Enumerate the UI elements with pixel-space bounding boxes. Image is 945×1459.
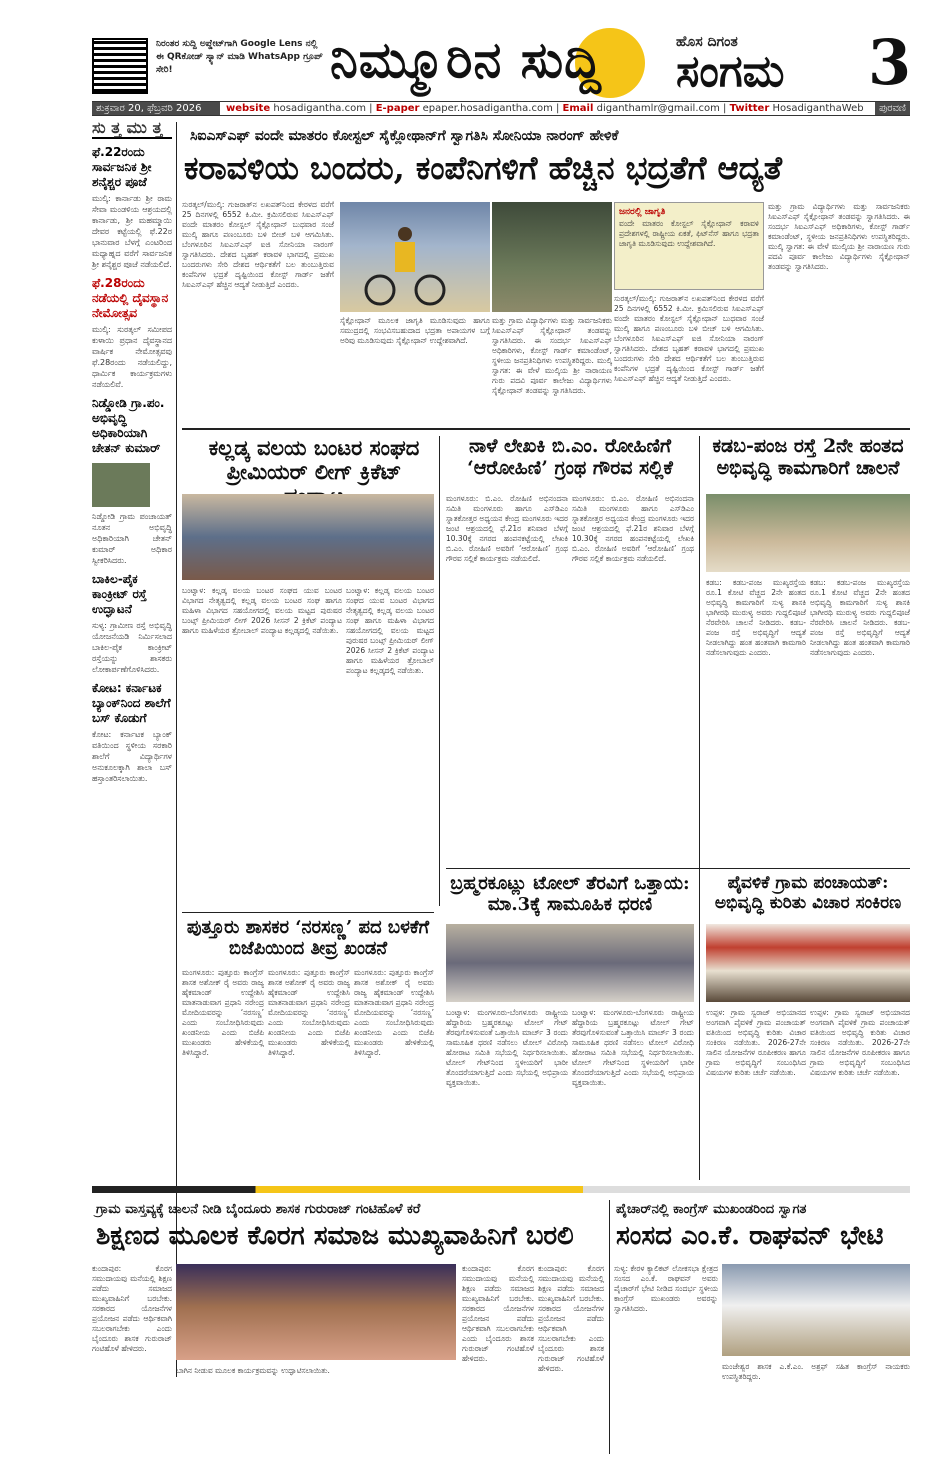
sidebar-item-text: ಸುಳ್ಯ: ಗ್ರಾಮೀಣ ರಸ್ತೆ ಅಭಿವೃದ್ಧಿ ಯೋಜನೆಯಡಿ ನಿರ್ಮಿಸಲಾದ ಬಾಕಿಲ-ಪೈಕ ಕಾಂಕ್ರೀಟ್ ರಸ್ತೆಯನ್ನು ಶಾಸಕರು ಲೋಕಾರ್ಪಣೆಗೊಳಿಸಿದರು. [92, 621, 172, 674]
mp-kicker: ಪೈಚಾರ್‌ನಲ್ಲಿ ಕಾಂಗ್ರೆಸ್ ಮುಖಂಡರಿಂದ ಸ್ವಾಗತ [616, 1202, 807, 1217]
road-text-2: ಕಡಬ: ಕಡಬ-ಪಂಜ ಮುಖ್ಯರಸ್ತೆಯ ರೂ.1 ಕೋಟಿ ವೆಚ್ಚದ 2ನೇ ಹಂತದ ಅಭಿವೃದ್ಧಿ ಕಾಮಗಾರಿಗೆ ಸುಳ್ಯ ಶಾಸಕಿ ಭಾಗೀರಥಿ ಮುರುಳ್ಯ ಅವರು ಗುದ್ದಲಿಪೂಜೆ ನೆರವೇರಿಸಿ ಚಾಲನೆ ನೀಡಿದರು. ಕಡಬ-ಪಂಜ ರಸ್ತೆ ಅಭಿವೃದ್ಧಿಗೆ ಆದ್ಯತೆ ನೀಡಲಾಗಿದ್ದು ಹಂತ ಹಂತವಾಗಿ ಕಾಮಗಾರಿ ನಡೆಸಲಾಗುವುದು ಎಂದರು. [810, 578, 910, 657]
twitter-link[interactable]: HosadiganthaWeb [772, 103, 864, 114]
panchayat-photo [706, 924, 910, 1002]
lead-headline: ಕರಾವಳಿಯ ಬಂದರು, ಕಂಪೆನಿಗಳಿಗೆ ಹೆಚ್ಚಿನ ಭದ್ರತೆಗೆ ಆದ್ಯತೆ [184, 149, 782, 187]
website-label: website [226, 103, 271, 114]
puttur-text-3: ಮಂಗಳೂರು: ಪುತ್ತೂರು ಕಾಂಗ್ರೆಸ್ ಶಾಸಕ ಅಶೋಕ್ ರೈ ಅವರು ರಾಜ್ಯ ಹೈಕಮಾಂಡ್ ಉದ್ದೇಶಿಸಿ ಮಾತನಾಡುವಾಗ ಪ್ರಧಾನಿ ನರೇಂದ್ರ ಮೋದಿಯವರನ್ನು ‘ನರಸಣ್ಣ’ ಎಂದು ಸಂಬೋಧಿಸಿರುವುದು ಖಂಡನೀಯ ಎಂದು ಬಿಜೆಪಿ ಮುಖಂಡರು ಹೇಳಿಕೆಯಲ್ಲಿ ತಿಳಿಸಿದ್ದಾರೆ. [354, 968, 434, 1057]
website-link[interactable]: hosadigantha.com [273, 103, 366, 114]
qr-note: ನಿರಂತರ ಸುದ್ದಿ ಅಪ್ಡೇಟ್‌ಗಾಗಿ Google Lens ನಲ್ಲಿ ಈ QRಕೋಡ್ ಸ್ಕ್ಯಾನ್ ಮಾಡಿ WhatsApp ಗ್ರೂಪ್ ಸೇರಿ! [156, 39, 323, 75]
cricket-photo [182, 494, 434, 580]
panchayat-text: ಉಪ್ಪಳ: ಗ್ರಾಮ ಸ್ವರಾಜ್ ಅಭಿಯಾನದ ಅಂಗವಾಗಿ ಪೈವಳಿಕೆ ಗ್ರಾಮ ಪಂಚಾಯತ್ ವತಿಯಿಂದ ಅಭಿವೃದ್ಧಿ ಕುರಿತು ವಿಚಾರ ಸಂಕಿರಣ ನಡೆಯಿತು. 2026-27ನೇ ಸಾಲಿನ ಯೋಜನೆಗಳ ರೂಪೀಕರಣ ಹಾಗೂ ಗ್ರಾಮ ಅಭಿವೃದ್ಧಿಗೆ ಸಂಬಂಧಿಸಿದ ವಿಷಯಗಳ ಕುರಿತು ಚರ್ಚೆ ನಡೆಯಿತು. [706, 1008, 806, 1077]
brand-title: ಸಂಗಮ [676, 46, 785, 97]
supplement-label: ಪುರವಣಿ [875, 102, 910, 115]
epaper-label: E-paper [375, 103, 420, 114]
book-text: ಮಂಗಳೂರು: ಬಿ.ಎಂ. ರೋಹಿಣಿ ಅಭಿನಂದನಾ ಸಮಿತಿ ಮಂಗಳೂರು ಹಾಗೂ ಎಸ್‌ಡಿಎಂ ಸ್ನಾತಕೋತ್ತರ ಅಧ್ಯಯನ ಕೇಂದ್ರ ಮಂಗಳೂರು ಇದರ ಜಂಟಿ ಆಶ್ರಯದಲ್ಲಿ ಫೆ.21ರ ಶನಿವಾರ ಬೆಳಗ್ಗೆ 10.30ಕ್ಕೆ ನಗರದ ಹಂಪನಕಟ್ಟೆಯಲ್ಲಿ ಲೇಖಕಿ ಬಿ.ಎಂ. ರೋಹಿಣಿ ಅವರಿಗೆ ‘ಆರೋಹಿಣಿ’ ಗ್ರಂಥ ಗೌರವ ಸಲ್ಲಿಕೆ ಕಾರ್ಯಕ್ರಮ ನಡೆಯಲಿದೆ. [446, 494, 568, 563]
sidebar-banner: ಸು ತ್ತ ಮು ತ್ತ [92, 122, 172, 139]
puttur-headline: ಪುತ್ತೂರು ಶಾಸಕರ ‘ನರಸಣ್ಣ’ ಪದ ಬಳಕೆಗೆ ಬಿಜೆಪಿಯಿಂದ ತೀವ್ರ ಖಂಡನೆ [186, 917, 430, 959]
toll-headline: ಬ್ರಹ್ಮರಕೂಟ್ಲು ಟೋಲ್ ತೆರವಿಗೆ ಒತ್ತಾಯ: ಮಾ.3ಕ್ಕೆ ಸಾಮೂಹಿಕ ಧರಣಿ [450, 873, 690, 915]
divider [182, 428, 910, 430]
sidebar-item-title: ಬಾಕಿಲ-ಪೈಕ ಕಾಂಕ್ರೀಟ್ ರಸ್ತೆ ಉದ್ಘಾಟನೆ [92, 572, 147, 616]
email-link[interactable]: diganthamlr@gmail.com [596, 103, 720, 114]
sidebar-item-text: ಮುಲ್ಕಿ: ಕಾರ್ನಾಡು ಶ್ರೀ ರಾಮ ಸೇವಾ ಮಂಡಳಿಯ ಆಶ್ರಯದಲ್ಲಿ ಕಾರ್ನಾಡು, ಶ್ರೀ ಮಹಮ್ಮಾಯಿ ದೇವರ ಕಟ್ಟೆಯಲ್ಲಿ ಫೆ.22ರ ಭಾನುವಾರ ಬೆಳಗ್ಗೆ ಎಂಟರಿಂದ ಮಧ್ಯಾಹ್ನದ ವರೆಗೆ ಸಾರ್ವಜನಿಕ ಶ್ರೀ ಶನೈಶ್ಚರ ಪೂಜೆ ನಡೆಯಲಿದೆ. [92, 194, 172, 269]
section-title: ನಿಮ್ಮೂರಿನ ಸುದ್ದಿ [330, 30, 602, 89]
mp-photo [722, 1264, 910, 1356]
qr-code[interactable] [92, 38, 148, 94]
toll-photo [446, 924, 694, 1002]
contact-links: website hosadigantha.com | E-paper epaper.hosadigantha.com | Email diganthamlr@gmail.com | Twitter HosadiganthaWeb [226, 103, 864, 114]
date-bar [92, 101, 910, 116]
sidebar-item-title: ನಿಡ್ಡೋಡಿ ಗ್ರಾ.ಪಂ. ಅಭಿವೃದ್ಧಿ ಅಧಿಕಾರಿಯಾಗಿ ಚೇತನ್ ಕುಮಾರ್ [92, 396, 165, 455]
koraga-kicker: ಗ್ರಾಮ ವಾಸ್ತವ್ಯಕ್ಕೆ ಚಾಲನೆ ನೀಡಿ ಬೈಂದೂರು ಶಾಸಕ ಗುರುರಾಜ್ ಗಂಟಿಹೊಳೆ ಕರೆ [96, 1202, 421, 1217]
sidebar-photo [92, 463, 150, 507]
road-headline: ಕಡಬ-ಪಂಜ ರಸ್ತೆ 2ನೇ ಹಂತದ ಅಭಿವೃದ್ಧಿ ಕಾಮಗಾರಿಗೆ ಚಾಲನೆ [712, 435, 904, 479]
koraga-photo-caption: ಬಾಗಿನ ನೀಡುವ ಮೂಲಕ ಕಾರ್ಯಕ್ರಮವನ್ನು ಉದ್ಘಾಟಿಸಲಾಯಿತು. [176, 1366, 330, 1375]
divider [439, 436, 440, 906]
lead-text-4: ಮತ್ತು ಗ್ರಾಮ ವಿದ್ಯಾರ್ಥಿಗಳು ಮತ್ತು ಸಾರ್ವಜನಿಕರು ಸಿಐಎಸ್‌ಎಫ್ ಸೈಕ್ಲೋಥಾನ್ ತಂಡವನ್ನು ಸ್ವಾಗತಿಸಿದರು. ಈ ಸಂದರ್ಭ ಸಿಐಎಸ್‌ಎಫ್ ಅಧಿಕಾರಿಗಳು, ಕೋಸ್ಟ್ ಗಾರ್ಡ್ ಕಮಾಂಡೆಂಟ್, ಸ್ಥಳೀಯ ಜನಪ್ರತಿನಿಧಿಗಳು ಉಪಸ್ಥಿತರಿದ್ದರು. ಮುಲ್ಕಿ ಸ್ವಾಗತ: ಈ ವೇಳೆ ಮುಲ್ಕಿಯ ಶ್ರೀ ನಾರಾಯಣ ಗುರು ಪದವಿ ಪೂರ್ವ ಕಾಲೇಜು ವಿದ್ಯಾರ್ಥಿಗಳು ಸೈಕ್ಲೋಥಾನ್ ತಂಡವನ್ನು ಸ್ವಾಗತಿಸಿದರು. [768, 202, 910, 271]
koraga-text-2: ಕುಂದಾಪುರ: ಕೊರಗ ಸಮುದಾಯವು ಮನೆಯಲ್ಲಿ ಶಿಕ್ಷಣ ಪಡೆದು ಸಮಾಜದ ಮುಖ್ಯವಾಹಿನಿಗೆ ಬರಬೇಕು. ಸರಕಾರದ ಯೋಜನೆಗಳ ಪ್ರಯೋಜನ ಪಡೆದು ಆರ್ಥಿಕವಾಗಿ ಸಬಲರಾಗಬೇಕು ಎಂದು ಬೈಂದೂರು ಶಾಸಕ ಗುರುರಾಜ್ ಗಂಟಿಹೊಳೆ ಹೇಳಿದರು. [462, 1264, 534, 1363]
epaper-link[interactable]: epaper.hosadigantha.com [422, 103, 553, 114]
divider [446, 868, 910, 869]
lead-text-3: ಸುರತ್ಕಲ್/ಮುಲ್ಕಿ: ಗುಜರಾತ್‌ನ ಲಖಪತ್‌ನಿಂದ ಕೇರಳದ ವರೆಗೆ 25 ದಿನಗಳಲ್ಲಿ 6552 ಕಿ.ಮೀ. ಕ್ರಮಿಸಲಿರುವ ಸಿಐಎಸ್‌ಎಫ್ ವಂದೇ ಮಾತರಂ ಕೋಸ್ಟಲ್ ಸೈಕ್ಲೋಥಾನ್ ಬುಧವಾರ ಸಂಜೆ ಮುಲ್ಕಿ ಹಾಗೂ ಪಣಂಬೂರು ಬಳಿ ಬೀಚ್ ಬಳಿ ಆಗಮಿಸಿತು. ಬೆಂಗಳೂರಿನ ಸಿಐಎಸ್‌ಎಫ್ ಐಜಿ ಸೋನಿಯಾ ನಾರಂಗ್ ಸ್ವಾಗತಿಸಿದರು. ದೇಶದ ಬೃಹತ್ ಕರಾವಳಿ ಭಾಗದಲ್ಲಿ ಪ್ರಮುಖ ಬಂದರುಗಳು ಸೇರಿ ದೇಶದ ಆರ್ಥಿಕತೆಗೆ ಬಲ ತುಂಬುತ್ತಿರುವ ಕಂಪೆನಿಗಳ ಭದ್ರತೆ ದೃಷ್ಟಿಯಿಂದ ಕೋಸ್ಟ್ ಗಾರ್ಡ್ ಜತೆಗೆ ಸಿಐಎಸ್‌ಎಫ್ ಹೆಚ್ಚಿನ ಆದ್ಯತೆ ನೀಡುತ್ತಿದೆ ಎಂದರು. [614, 294, 764, 383]
mp-photo-caption: ಮಂಜೇಶ್ವರ ಶಾಸಕ ಎ.ಕೆ.ಎಂ. ಅಶ್ರಫ್ ಸಹಿತ ಕಾಂಗ್ರೆಸ್ ನಾಯಕರು ಉಪಸ್ಥಿತರಿದ್ದರು. [722, 1362, 910, 1381]
lead-photo-cyclists [340, 202, 490, 312]
divider [182, 912, 434, 913]
sidebar-item-title: ಫೆ.28ರಂದು ನಡೆಯಲ್ಲಿ ದೈವಸ್ಥಾನ ನೇಮೋತ್ಸವ [92, 276, 169, 320]
puttur-text: ಮಂಗಳೂರು: ಪುತ್ತೂರು ಕಾಂಗ್ರೆಸ್ ಶಾಸಕ ಅಶೋಕ್ ರೈ ಅವರು ರಾಜ್ಯ ಹೈಕಮಾಂಡ್ ಉದ್ದೇಶಿಸಿ ಮಾತನಾಡುವಾಗ ಪ್ರಧಾನಿ ನರೇಂದ್ರ ಮೋದಿಯವರನ್ನು ‘ನರಸಣ್ಣ’ ಎಂದು ಸಂಬೋಧಿಸಿರುವುದು ಖಂಡನೀಯ ಎಂದು ಬಿಜೆಪಿ ಮುಖಂಡರು ಹೇಳಿಕೆಯಲ್ಲಿ ತಿಳಿಸಿದ್ದಾರೆ. [182, 968, 264, 1057]
brand-small: ಹೊಸ ದಿಗಂತ [676, 34, 738, 50]
lead-photo-soldiers [492, 202, 612, 312]
toll-text: ಬಂಟ್ವಾಳ: ಮಂಗಳೂರು-ಬೆಂಗಳೂರು ರಾಷ್ಟ್ರೀಯ ಹೆದ್ದಾರಿಯ ಬ್ರಹ್ಮರಕೂಟ್ಲು ಟೋಲ್ ಗೇಟ್ ತೆರವುಗೊಳಿಸುವಂತೆ ಒತ್ತಾಯಿಸಿ ಮಾರ್ಚ್ 3 ರಂದು ಸಾಮೂಹಿಕ ಧರಣಿ ನಡೆಸಲು ಟೋಲ್ ವಿರೋಧಿ ಹೋರಾಟ ಸಮಿತಿ ಸಭೆಯಲ್ಲಿ ನಿರ್ಧರಿಸಲಾಯಿತು. ಟೋಲ್ ಗೇಟ್‌ನಿಂದ ಸ್ಥಳೀಯರಿಗೆ ಭಾರೀ ತೊಂದರೆಯಾಗುತ್ತಿದೆ ಎಂದು ಸಭೆಯಲ್ಲಿ ಅಭಿಪ್ರಾಯ ವ್ಯಕ್ತವಾಯಿತು. [446, 1008, 568, 1087]
lead-info-box [614, 202, 764, 290]
panchayat-text-2: ಉಪ್ಪಳ: ಗ್ರಾಮ ಸ್ವರಾಜ್ ಅಭಿಯಾನದ ಅಂಗವಾಗಿ ಪೈವಳಿಕೆ ಗ್ರಾಮ ಪಂಚಾಯತ್ ವತಿಯಿಂದ ಅಭಿವೃದ್ಧಿ ಕುರಿತು ವಿಚಾರ ಸಂಕಿರಣ ನಡೆಯಿತು. 2026-27ನೇ ಸಾಲಿನ ಯೋಜನೆಗಳ ರೂಪೀಕರಣ ಹಾಗೂ ಗ್ರಾಮ ಅಭಿವೃದ್ಧಿಗೆ ಸಂಬಂಧಿಸಿದ ವಿಷಯಗಳ ಕುರಿತು ಚರ್ಚೆ ನಡೆಯಿತು. [810, 1008, 910, 1077]
mp-text: ಸುಳ್ಯ: ಕೇರಳ ಕ್ಯಾಲಿಕಟ್ ಲೋಕಸಭಾ ಕ್ಷೇತ್ರದ ಸಂಸದ ಎಂ.ಕೆ. ರಾಘವನ್ ಅವರು ಪೈಚಾರ್‌ಗೆ ಭೇಟಿ ನೀಡಿದ ಸಂದರ್ಭ ಸ್ಥಳೀಯ ಕಾಂಗ್ರೆಸ್ ಮುಖಂಡರು ಅವರನ್ನು ಸ್ವಾಗತಿಸಿದರು. [614, 1264, 718, 1313]
mp-headline: ಸಂಸದ ಎಂ.ಕೆ. ರಾಘವನ್ ಭೇಟಿ [616, 1221, 884, 1251]
koraga-text: ಕುಂದಾಪುರ: ಕೊರಗ ಸಮುದಾಯವು ಮನೆಯಲ್ಲಿ ಶಿಕ್ಷಣ ಪಡೆದು ಸಮಾಜದ ಮುಖ್ಯವಾಹಿನಿಗೆ ಬರಬೇಕು. ಸರಕಾರದ ಯೋಜನೆಗಳ ಪ್ರಯೋಜನ ಪಡೆದು ಆರ್ಥಿಕವಾಗಿ ಸಬಲರಾಗಬೇಕು ಎಂದು ಬೈಂದೂರು ಶಾಸಕ ಗುರುರಾಜ್ ಗಂಟಿಹೊಳೆ ಹೇಳಿದರು. [92, 1264, 172, 1353]
sidebar-item-title: ಫೆ.22ರಂದು ಸಾರ್ವಜನಿಕ ಶ್ರೀ ಶನೈಶ್ಚರ ಪೂಜೆ [92, 145, 152, 189]
book-headline: ನಾಳೆ ಲೇಖಕಿ ಬಿ.ಎಂ. ರೋಹಿಣಿಗೆ ‘ಆರೋಹಿಣಿ’ ಗ್ರಂಥ ಗೌರವ ಸಲ್ಲಿಕೆ [467, 435, 673, 479]
koraga-photo [176, 1264, 456, 1360]
accent-bar [92, 1186, 910, 1193]
lead-text-2: ಮತ್ತು ಗ್ರಾಮ ವಿದ್ಯಾರ್ಥಿಗಳು ಮತ್ತು ಸಾರ್ವಜನಿಕರು ಸಿಐಎಸ್‌ಎಫ್ ಸೈಕ್ಲೋಥಾನ್ ತಂಡವನ್ನು ಸ್ವಾಗತಿಸಿದರು. ಈ ಸಂದರ್ಭ ಸಿಐಎಸ್‌ಎಫ್ ಅಧಿಕಾರಿಗಳು, ಕೋಸ್ಟ್ ಗಾರ್ಡ್ ಕಮಾಂಡೆಂಟ್, ಸ್ಥಳೀಯ ಜನಪ್ರತಿನಿಧಿಗಳು ಉಪಸ್ಥಿತರಿದ್ದರು. ಮುಲ್ಕಿ ಸ್ವಾಗತ: ಈ ವೇಳೆ ಮುಲ್ಕಿಯ ಶ್ರೀ ನಾರಾಯಣ ಗುರು ಪದವಿ ಪೂರ್ವ ಕಾಲೇಜು ವಿದ್ಯಾರ್ಥಿಗಳು ಸೈಕ್ಲೋಥಾನ್ ತಂಡವನ್ನು ಸ್ವಾಗತಿಸಿದರು. [492, 316, 612, 395]
book-text-2: ಮಂಗಳೂರು: ಬಿ.ಎಂ. ರೋಹಿಣಿ ಅಭಿನಂದನಾ ಸಮಿತಿ ಮಂಗಳೂರು ಹಾಗೂ ಎಸ್‌ಡಿಎಂ ಸ್ನಾತಕೋತ್ತರ ಅಧ್ಯಯನ ಕೇಂದ್ರ ಮಂಗಳೂರು ಇದರ ಜಂಟಿ ಆಶ್ರಯದಲ್ಲಿ ಫೆ.21ರ ಶನಿವಾರ ಬೆಳಗ್ಗೆ 10.30ಕ್ಕೆ ನಗರದ ಹಂಪನಕಟ್ಟೆಯಲ್ಲಿ ಲೇಖಕಿ ಬಿ.ಎಂ. ರೋಹಿಣಿ ಅವರಿಗೆ ‘ಆರೋಹಿಣಿ’ ಗ್ರಂಥ ಗೌರವ ಸಲ್ಲಿಕೆ ಕಾರ್ಯಕ್ರಮ ನಡೆಯಲಿದೆ. [572, 494, 694, 563]
cricket-headline: ಕಲ್ಲಡ್ಕ ವಲಯ ಬಂಟರ ಸಂಘದ ಪ್ರೀಮಿಯರ್ ಲೀಗ್ ಕ್ರಿಕೆಟ್ [208, 435, 420, 485]
sidebar-item-title: ಕೋಟ: ಕರ್ನಾಟಕ ಬ್ಯಾಂಕ್‌ನಿಂದ ಶಾಲೆಗೆ ಬಸ್ ಕೊಡುಗೆ [92, 681, 171, 725]
panchayat-headline: ಪೈವಳಿಕೆ ಗ್ರಾಮ ಪಂಚಾಯತ್: ಅಭಿವೃದ್ಧಿ ಕುರಿತು ವಿಚಾರ ಸಂಕಿರಣ [714, 873, 902, 913]
info-box-text: ವಂದೇ ಮಾತರಂ ಕೋಸ್ಟಲ್ ಸೈಕ್ಲೋಥಾನ್ ಕರಾವಳಿ ಪ್ರದೇಶಗಳಲ್ಲಿ ರಾಷ್ಟ್ರೀಯ ಏಕತೆ, ಫಿಟ್‌ನೆಸ್ ಹಾಗೂ ಭದ್ರತಾ ಜಾಗೃತಿ ಮೂಡಿಸುವುದು ಉದ್ದೇಶವಾಗಿದೆ. [619, 219, 759, 248]
road-text: ಕಡಬ: ಕಡಬ-ಪಂಜ ಮುಖ್ಯರಸ್ತೆಯ ರೂ.1 ಕೋಟಿ ವೆಚ್ಚದ 2ನೇ ಹಂತದ ಅಭಿವೃದ್ಧಿ ಕಾಮಗಾರಿಗೆ ಸುಳ್ಯ ಶಾಸಕಿ ಭಾಗೀರಥಿ ಮುರುಳ್ಯ ಅವರು ಗುದ್ದಲಿಪೂಜೆ ನೆರವೇರಿಸಿ ಚಾಲನೆ ನೀಡಿದರು. ಕಡಬ-ಪಂಜ ರಸ್ತೆ ಅಭಿವೃದ್ಧಿಗೆ ಆದ್ಯತೆ ನೀಡಲಾಗಿದ್ದು ಹಂತ ಹಂತವಾಗಿ ಕಾಮಗಾರಿ ನಡೆಸಲಾಗುವುದು ಎಂದರು. [706, 578, 806, 657]
email-label: Email [562, 103, 594, 114]
cricket-text-2: ಬಂಟ್ವಾಳ: ಕಲ್ಲಡ್ಕ ವಲಯ ಬಂಟರ ಸಂಘದ ಯುವ ಬಂಟರ ವಿಭಾಗದ ನೇತೃತ್ವದಲ್ಲಿ ಕಲ್ಲಡ್ಕ ವಲಯ ಬಂಟರ ಸಂಘ ಹಾಗೂ ಮಹಿಳಾ ವಿಭಾಗದ ಸಹಯೋಗದಲ್ಲಿ ವಲಯ ಮಟ್ಟದ ಪುರುಷರ ಬಂಟ್ಸ್ ಪ್ರೀಮಿಯರ್ ಲೀಗ್ 2026 ಸೀಸನ್ 2 ಕ್ರಿಕೆಟ್ ಪಂದ್ಯಾಟ ಹಾಗೂ ಮಹಿಳೆಯರ ತ್ರೋಬಾಲ್ ಪಂದ್ಯಾಟ ಕಲ್ಲಡ್ಕದಲ್ಲಿ ನಡೆಯಿತು. [346, 586, 434, 675]
sidebar-item-text: ಮುಲ್ಕಿ: ಸುರತ್ಕಲ್ ಸಮೀಪದ ಕುಳಾಯಿ ಪ್ರಧಾನ ದೈವಸ್ಥಾನದ ವಾರ್ಷಿಕ ನೇಮೋತ್ಸವವು ಫೆ.28ರಂದು ನಡೆಯಲಿದ್ದು, ಧಾರ್ಮಿಕ ಕಾರ್ಯಕ್ರಮಗಳು ನಡೆಯಲಿವೆ. [92, 325, 172, 389]
koraga-headline: ಶಿಕ್ಷಣದ ಮೂಲಕ ಕೊರಗ ಸಮಾಜ ಮುಖ್ಯವಾಹಿನಿಗೆ ಬರಲಿ [96, 1221, 574, 1251]
sidebar-item-text: ನಿಡ್ಡೋಡಿ ಗ್ರಾಮ ಪಂಚಾಯತ್ ನೂತನ ಅಭಿವೃದ್ಧಿ ಅಧಿಕಾರಿಯಾಗಿ ಚೇತನ್ ಕುಮಾರ್ ಅಧಿಕಾರ ಸ್ವೀಕರಿಸಿದರು. [92, 512, 172, 565]
twitter-label: Twitter [729, 103, 770, 114]
divider [699, 874, 700, 1180]
issue-date: ಶುಕ್ರವಾರ 20, ಫೆಬ್ರವರಿ 2026 [92, 102, 220, 115]
bicycle-icon [340, 202, 490, 312]
divider [699, 436, 700, 906]
lead-text: ಸುರತ್ಕಲ್/ಮುಲ್ಕಿ: ಗುಜರಾತ್‌ನ ಲಖಪತ್‌ನಿಂದ ಕೇರಳದ ವರೆಗೆ 25 ದಿನಗಳಲ್ಲಿ 6552 ಕಿ.ಮೀ. ಕ್ರಮಿಸಲಿರುವ ಸಿಐಎಸ್‌ಎಫ್ ವಂದೇ ಮಾತರಂ ಕೋಸ್ಟಲ್ ಸೈಕ್ಲೋಥಾನ್ ಬುಧವಾರ ಸಂಜೆ ಮುಲ್ಕಿ ಹಾಗೂ ಪಣಂಬೂರು ಬಳಿ ಬೀಚ್ ಬಳಿ ಆಗಮಿಸಿತು. ಬೆಂಗಳೂರಿನ ಸಿಐಎಸ್‌ಎಫ್ ಐಜಿ ಸೋನಿಯಾ ನಾರಂಗ್ ಸ್ವಾಗತಿಸಿದರು. ದೇಶದ ಬೃಹತ್ ಕರಾವಳಿ ಭಾಗದಲ್ಲಿ ಪ್ರಮುಖ ಬಂದರುಗಳು ಸೇರಿ ದೇಶದ ಆರ್ಥಿಕತೆಗೆ ಬಲ ತುಂಬುತ್ತಿರುವ ಕಂಪೆನಿಗಳ ಭದ್ರತೆ ದೃಷ್ಟಿಯಿಂದ ಕೋಸ್ಟ್ ಗಾರ್ಡ್ ಜತೆಗೆ ಸಿಐಎಸ್‌ಎಫ್ ಹೆಚ್ಚಿನ ಆದ್ಯತೆ ನೀಡುತ್ತಿದೆ ಎಂದರು. [182, 200, 334, 289]
koraga-text-3: ಕುಂದಾಪುರ: ಕೊರಗ ಸಮುದಾಯವು ಮನೆಯಲ್ಲಿ ಶಿಕ್ಷಣ ಪಡೆದು ಸಮಾಜದ ಮುಖ್ಯವಾಹಿನಿಗೆ ಬರಬೇಕು. ಸರಕಾರದ ಯೋಜನೆಗಳ ಪ್ರಯೋಜನ ಪಡೆದು ಆರ್ಥಿಕವಾಗಿ ಸಬಲರಾಗಬೇಕು ಎಂದು ಬೈಂದೂರು ಶಾಸಕ ಗುರುರಾಜ್ ಗಂಟಿಹೊಳೆ ಹೇಳಿದರು. [538, 1264, 604, 1373]
puttur-text-2: ಮಂಗಳೂರು: ಪುತ್ತೂರು ಕಾಂಗ್ರೆಸ್ ಶಾಸಕ ಅಶೋಕ್ ರೈ ಅವರು ರಾಜ್ಯ ಹೈಕಮಾಂಡ್ ಉದ್ದೇಶಿಸಿ ಮಾತನಾಡುವಾಗ ಪ್ರಧಾನಿ ನರೇಂದ್ರ ಮೋದಿಯವರನ್ನು ‘ನರಸಣ್ಣ’ ಎಂದು ಸಂಬೋಧಿಸಿರುವುದು ಖಂಡನೀಯ ಎಂದು ಬಿಜೆಪಿ ಮುಖಂಡರು ಹೇಳಿಕೆಯಲ್ಲಿ ತಿಳಿಸಿದ್ದಾರೆ. [268, 968, 350, 1057]
page-number: 3 [868, 26, 912, 99]
info-box-title: ಜನರಲ್ಲಿ ಜಾಗೃತಿ [619, 207, 666, 217]
toll-text-2: ಬಂಟ್ವಾಳ: ಮಂಗಳೂರು-ಬೆಂಗಳೂರು ರಾಷ್ಟ್ರೀಯ ಹೆದ್ದಾರಿಯ ಬ್ರಹ್ಮರಕೂಟ್ಲು ಟೋಲ್ ಗೇಟ್ ತೆರವುಗೊಳಿಸುವಂತೆ ಒತ್ತಾಯಿಸಿ ಮಾರ್ಚ್ 3 ರಂದು ಸಾಮೂಹಿಕ ಧರಣಿ ನಡೆಸಲು ಟೋಲ್ ವಿರೋಧಿ ಹೋರಾಟ ಸಮಿತಿ ಸಭೆಯಲ್ಲಿ ನಿರ್ಧರಿಸಲಾಯಿತು. ಟೋಲ್ ಗೇಟ್‌ನಿಂದ ಸ್ಥಳೀಯರಿಗೆ ಭಾರೀ ತೊಂದರೆಯಾಗುತ್ತಿದೆ ಎಂದು ಸಭೆಯಲ್ಲಿ ಅಭಿಪ್ರಾಯ ವ್ಯಕ್ತವಾಯಿತು. [572, 1008, 694, 1087]
cricket-text: ಬಂಟ್ವಾಳ: ಕಲ್ಲಡ್ಕ ವಲಯ ಬಂಟರ ಸಂಘದ ಯುವ ಬಂಟರ ವಿಭಾಗದ ನೇತೃತ್ವದಲ್ಲಿ ಕಲ್ಲಡ್ಕ ವಲಯ ಬಂಟರ ಸಂಘ ಹಾಗೂ ಮಹಿಳಾ ವಿಭಾಗದ ಸಹಯೋಗದಲ್ಲಿ ವಲಯ ಮಟ್ಟದ ಪುರುಷರ ಬಂಟ್ಸ್ ಪ್ರೀಮಿಯರ್ ಲೀಗ್ 2026 ಸೀಸನ್ 2 ಕ್ರಿಕೆಟ್ ಪಂದ್ಯಾಟ ಹಾಗೂ ಮಹಿಳೆಯರ ತ್ರೋಬಾಲ್ ಪಂದ್ಯಾಟ ಕಲ್ಲಡ್ಕದಲ್ಲಿ ನಡೆಯಿತು. [182, 586, 342, 635]
road-photo [706, 494, 910, 572]
sidebar-item-text: ಕೋಟ: ಕರ್ನಾಟಕ ಬ್ಯಾಂಕ್ ವತಿಯಿಂದ ಸ್ಥಳೀಯ ಸರಕಾರಿ ಶಾಲೆಗೆ ವಿದ್ಯಾರ್ಥಿಗಳ ಅನುಕೂಲಕ್ಕಾಗಿ ಶಾಲಾ ಬಸ್ ಹಸ್ತಾಂತರಿಸಲಾಯಿತು. [92, 730, 172, 783]
lead-photo-caption: ಸೈಕ್ಲೋಥಾನ್ ಮೂಲಕ ಜಾಗೃತಿ ಮೂಡಿಸುವುದು ಹಾಗೂ ಸಮುದ್ರದಲ್ಲಿ ಸಂಭವಿಸಬಹುದಾದ ಭದ್ರತಾ ಅಪಾಯಗಳ ಬಗ್ಗೆ ಅರಿವು ಮೂಡಿಸುವುದು ಸೈಕ್ಲೋಥಾನ್ ಉದ್ದೇಶವಾಗಿದೆ. [340, 316, 490, 345]
lead-kicker: ಸಿಐಎಸ್‌ಎಫ್ ವಂದೇ ಮಾತರಂ ಕೋಸ್ಟಲ್ ಸೈಕ್ಲೋಥಾನ್‌ಗೆ ಸ್ವಾಗತಿಸಿ ಸೋನಿಯಾ ನಾರಂಗ್ ಹೇಳಿಕೆ [190, 128, 619, 144]
divider [609, 1200, 610, 1454]
